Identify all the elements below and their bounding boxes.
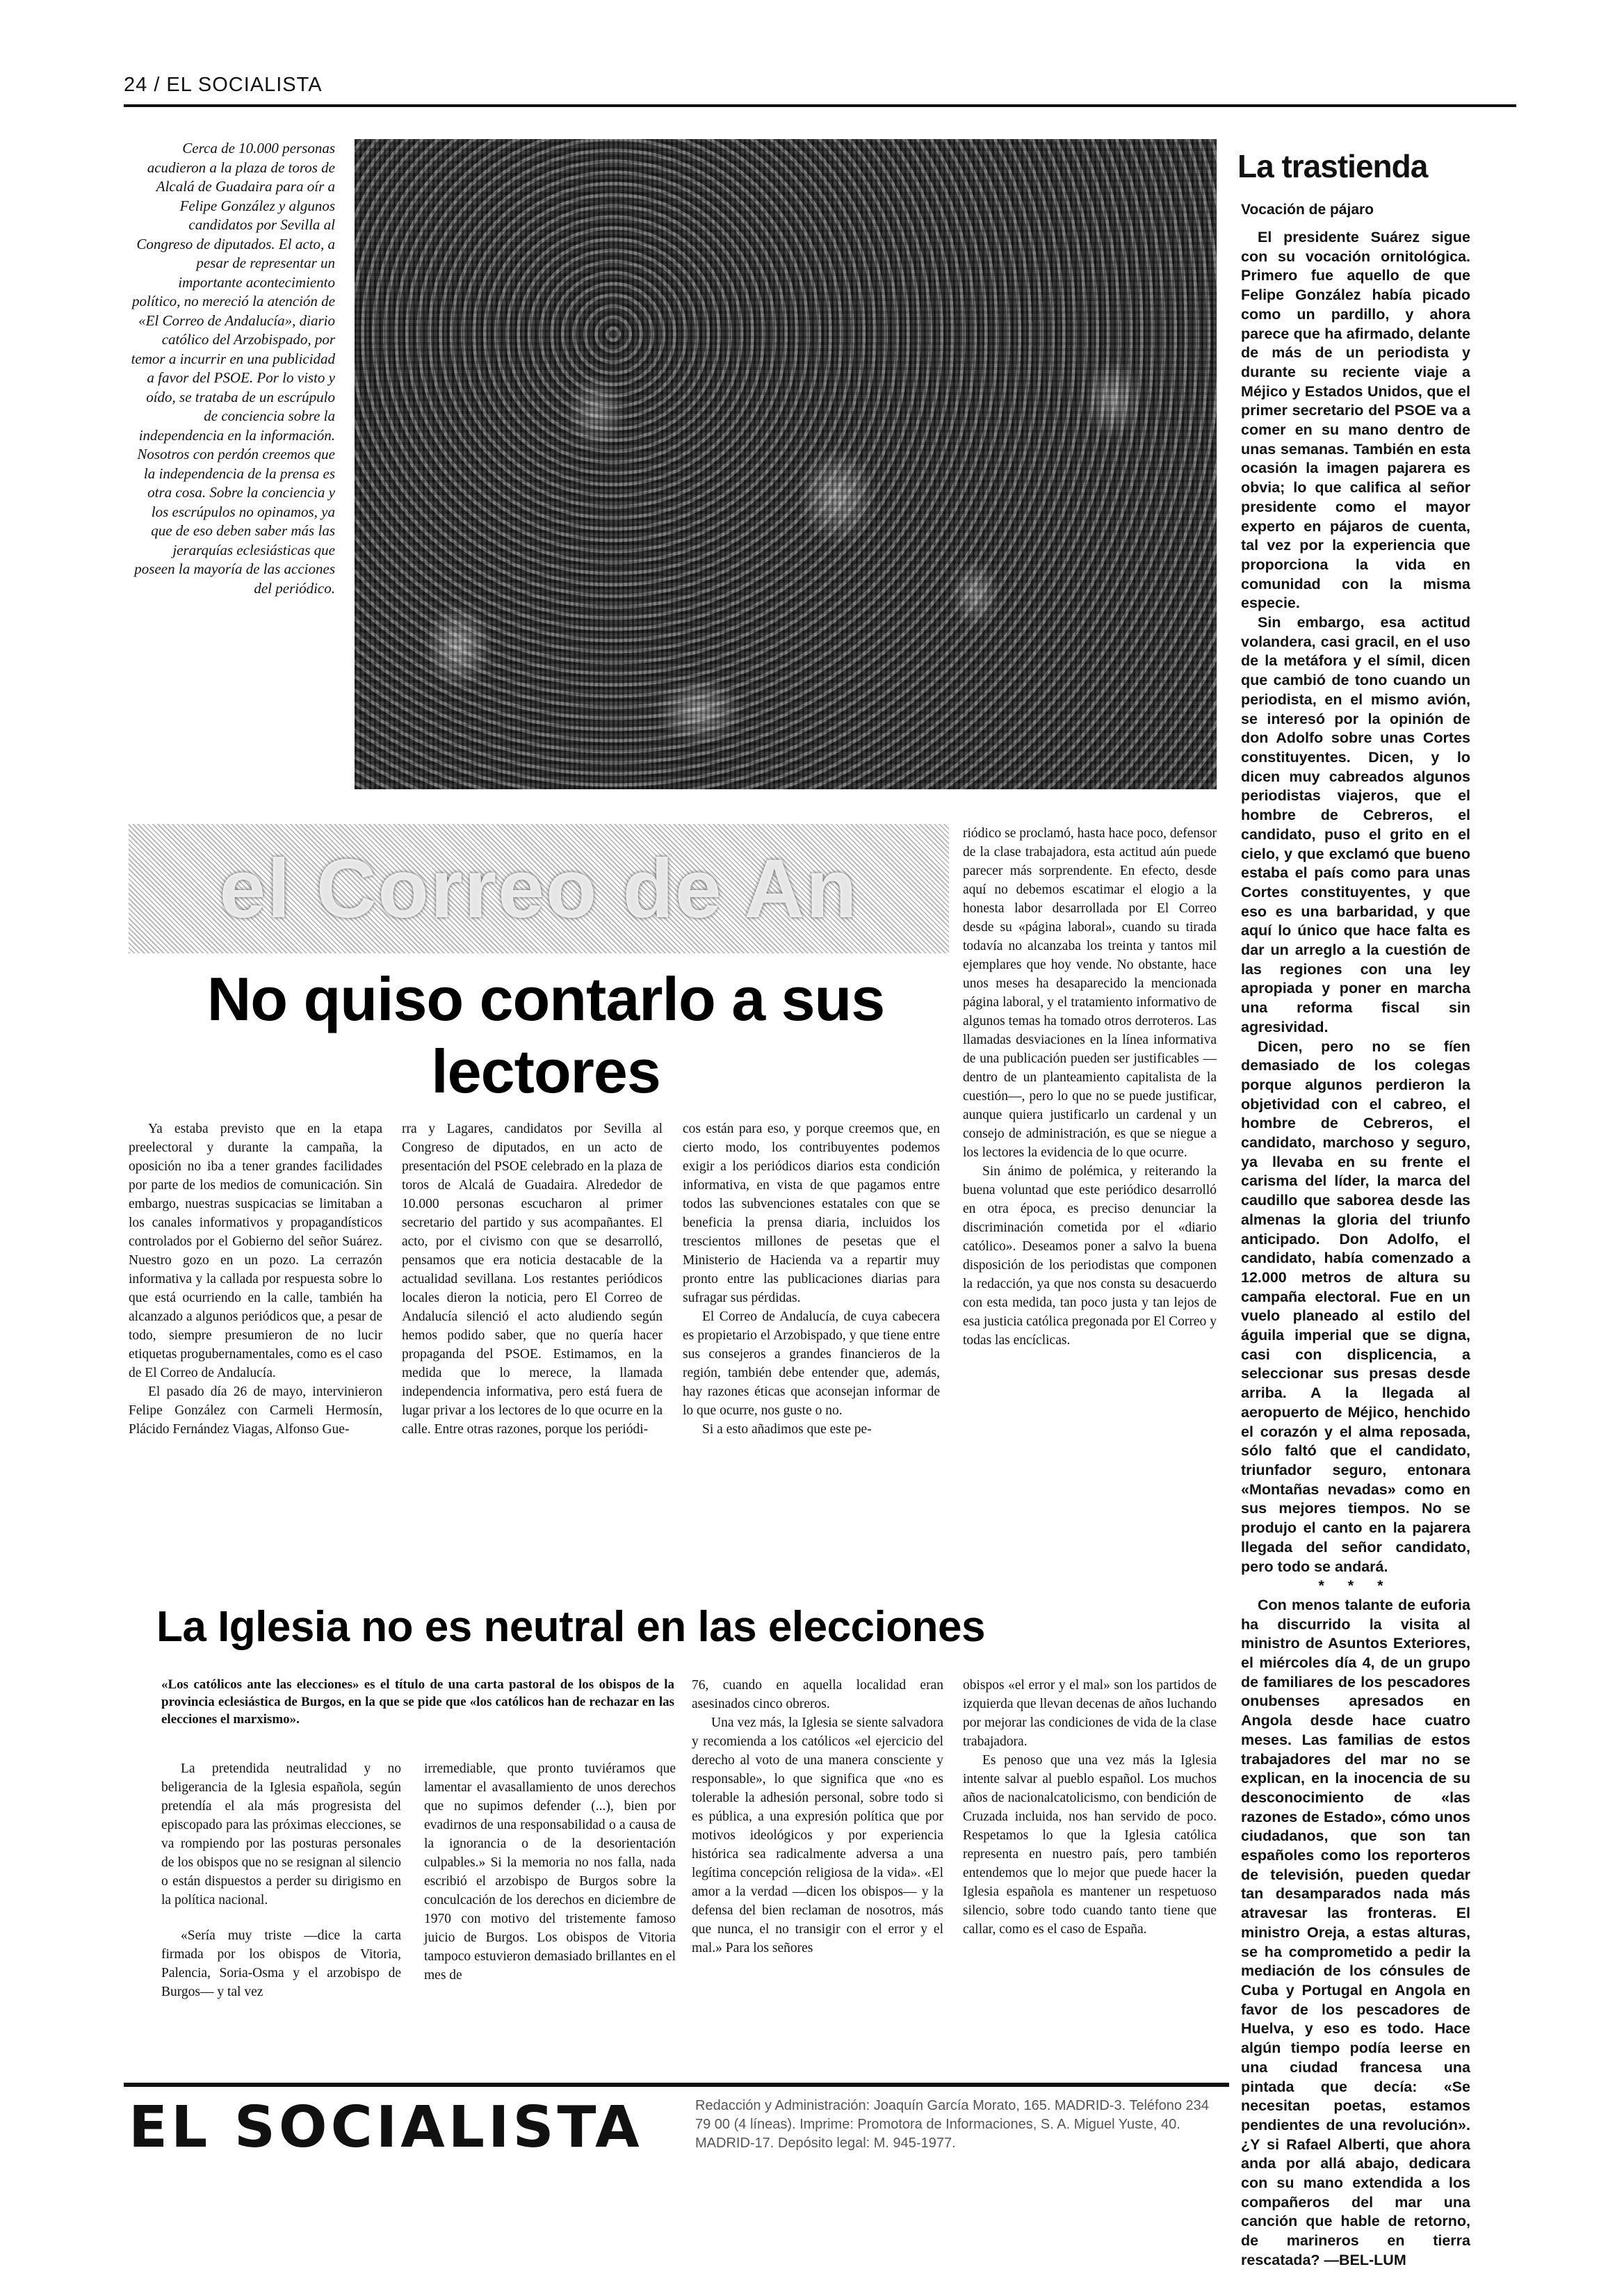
sidebar-subtitle: Vocación de pájaro <box>1241 202 1374 218</box>
article1-col1-p2: El pasado día 26 de mayo, intervinieron Felipe González con Carmeli Hermosín, Plácido Fernández Viagas, Alfonso Gue- <box>129 1385 382 1437</box>
article2-col1-p2: «Sería muy triste —dice la carta firmada por los obispos de Vitoria, Palencia, Soria-Osma y el arzobispo de Burgos— y tal vez <box>161 1928 401 1999</box>
footer-rule <box>124 2083 1229 2087</box>
footer-masthead: EL SOCIALISTA <box>129 2095 643 2161</box>
sidebar-p4: Con menos talante de euforia ha discurrido la visita al ministro de Asuntos Exteriores, el miércoles día 4, de un grupo de familiares de los pescadores onubenses apresados en Angola desde hace cuatro meses. Las familias de estos trabajadores del mar no se explican, en la inocencia de su desconocimiento de «las razones de Estado», cómo unos ciudadanos, que son tan españoles como los reporteros de televisión, pueden quedar tan desamparados nada más atravesar las fronteras. El ministro Oreja, a estas alturas, se ha comprometido a pedir la mediación de los cónsules de Cuba y Portugal en Angola en favor de los pescadores de Huelva, y eso es todo. Hace algún tiempo podía leerse en una ciudad francesa una pintada que decía: «Se necesitan poetas, estamos pendientes de una revolución». ¿Y si Rafael Alberti, que ahora anda por allá abajo, dedicara con su mano extendida a los compañeros del mar una canción que hable de retorno, de marineros en tierra rescatada? —BEL-LUM <box>1241 1596 1470 2268</box>
article2-col2-p1: irremediable, que pronto tuviéramos que lamentar el avasallamiento de unos derechos que no supimos defender (...), bien por evadirnos de una responsabilidad o a causa de la ignorancia o de la desorientación culpables.» Si la memoria no nos falla, nada escribió el arzobispo de Burgos sobre la conculcación de los derechos en diciembre de 1970 con motivo del tristemente famoso juicio de Burgos. Los obispos de Vitoria tampoco estuvieron demasiado brillantes en el mes de <box>424 1761 676 1983</box>
article1-col3-p3: Si a esto añadimos que este pe- <box>702 1422 872 1437</box>
article1-col3-p2: El Correo de Andalucía, de cuya cabecera es propietario el Arzobispado, y que tiene entre sus consejeros a grandes financieros de la región, también debe entender que, además, hay razones éticas que aconsejan informar de lo que ocurre, nos guste o no. <box>683 1309 940 1418</box>
article1-col2 <box>402 1120 663 1439</box>
el-correo-masthead-clipping <box>129 824 949 953</box>
article2-col3-p2: Una vez más, la Iglesia se siente salvadora y recomienda a los católicos «el ejercicio del derecho al voto de una manera consciente y responsable», lo que significa que «no es tolerable la adhesión personal, sobre todo si es pública, a una expresión política que por motivos ideológicos y por experiencia histórica sea radicalmente adversa a una legítima concepción religiosa de la vida». «El amor a la verdad —dicen los obispos— y la defensa del bien reclaman de nosotros, más que nunca, el no transigir con el error y el mal.» Para los señores <box>692 1716 943 1955</box>
header-rule <box>124 104 1516 107</box>
article2-lead: «Los católicos ante las elecciones» es el título de una carta pastoral de los obispos de la provincia eclesiástica de Burgos, en la que se pide que «los católicos han de rechazar en las elecciones el marxismo». <box>161 1677 674 1727</box>
page-label: 24 / EL SOCIALISTA <box>124 74 323 96</box>
article1-col3-p1: cos están para eso, y porque creemos que, en cierto modo, los contribuyentes podemos exigir a los periódicos diarios esta condición informativa, en vista de que pagamos entre todos las subvenciones estatales con que se beneficia la prensa diaria, incluidos los trescientos millones de pesetas que el Ministerio de Hacienda va a repartir muy pronto entre las publicaciones diarias para sufragar sus pérdidas. <box>683 1122 940 1305</box>
article2-col3-p1: 76, cuando en aquella localidad eran asesinados cinco obreros. <box>692 1678 943 1711</box>
article1-col4-p1: riódico se proclamó, hasta hace poco, defensor de la clase trabajadora, esta actitud aún puede parecer más sorprendente. En efecto, desde aquí no debemos escatimar el elogio a la honesta labor desarrollada por El Correo desde su «página laboral», cuando su tirada todavía no alcanzaba los treinta y tantos mil ejemplares que hoy vende. No obstante, hace unos meses ha desaparecido la mencionada página laboral, y el tratamiento informativo de algunos temas ha tomado otros derroteros. Las llamadas desviaciones en la línea informativa de una publicación pueden ser justificables —dentro de un planteamiento capitalista de la cuestión—, pero lo que no se puede justificar, aunque quiera justificarlo un cardenal y un consejo de administración, es que se niegue a los lectores la evidencia de lo que ocurre. <box>963 826 1217 1160</box>
sidebar-p1: El presidente Suárez sigue con su vocación ornitológica. Primero fue aquello de que Felipe González había picado como un pardillo, y ahora parece que ha afirmado, delante de más de un periodista y durante su reciente viaje a Méjico y Estados Unidos, que el primer secretario del PSOE va a comer en su mano dentro de unas semanas. También en esta ocasión la imagen pajarera es obvia; lo que califica al señor presidente como el mayor experto en pájaros de cuenta, tal vez por la experiencia que proporciona la vida en comunidad con la misma especie. <box>1241 229 1470 612</box>
article1-headline: No quiso contarlo a sus lectores <box>206 965 885 1106</box>
article2-col3 <box>692 1676 943 1958</box>
article1-col3 <box>683 1120 940 1439</box>
masthead-fragment-text: el Correo de An <box>219 842 859 935</box>
article1-col1 <box>129 1120 382 1439</box>
sidebar-title: La trastienda <box>1237 148 1428 184</box>
article1-col4-p2: Sin ánimo de polémica, y reiterando la buena voluntad que este periódico desarrolló en otra época, es preciso denunciar la discriminación cometida por el «diario católico». Deseamos poner a salvo la buena disposición de los periodistas que componen la redacción, ya que nos consta su desacuerdo con esta medida, tan poco justa y tan lejos de esa justicia católica pregonada por El Correo y todas las encíclicas. <box>963 1164 1217 1348</box>
article2-headline: La Iglesia no es neutral en las elecciones <box>156 1603 985 1651</box>
sidebar-separator: * * * <box>1318 1577 1393 1595</box>
article1-col2-p1: rra y Lagares, candidatos por Sevilla al Congreso de diputados, en un acto de presentación del PSOE celebrado en la plaza de toros de Alcalá de Guadaira. Alrededor de 10.000 personas escucharon al primer secretario del partido y sus acompañantes. El acto, por el civismo con que se desarrolló, pensamos que era noticia destacable de la actualidad sevillana. Los restantes periódicos locales dieron la noticia, pero El Correo de Andalucía silenció el acto aludiendo según hemos podido saber, que no quería hacer propaganda del PSOE. Estimamos, en la medida que lo merece, la llamada independencia informativa, pero está fuera de lugar privar a los lectores de lo que ocurre en la calle. Entre otras razones, porque los periódi- <box>402 1122 663 1437</box>
article2-col2 <box>424 1759 676 1985</box>
article2-col1-p1: La pretendida neutralidad y no beligerancia de la Iglesia española, según pretendía el ala más progresista del episcopado para las próximas elecciones, se va rompiendo por las posturas personales de los obispos que no se resignan al silencio o están dispuestos a perder su dirigismo en la política nacional. <box>161 1761 401 1907</box>
article2-col1 <box>161 1759 401 2001</box>
sidebar-p2: Sin embargo, esa actitud volandera, casi gracil, en el uso de la metáfora y el símil, dicen que cambió de tono cuando un periodista, en el mismo avión, se interesó por la opinión de don Adolfo sobre unas Cortes constituyentes. Dicen, y lo dicen muy cabreados algunos periodistas viajeros, que el hombre de Cebreros, el candidato, puso el grito en el cielo, y que exclamó que bueno estaba el país como para unas Cortes constituyentes, y que eso es una barbaridad, y que aquí lo único que hace falta es dar un arreglo a la cuestión de las regiones con una ley apropiada y poner en marcha una reforma fiscal sin agresividad. <box>1241 614 1470 1035</box>
article1-col4 <box>963 824 1217 1350</box>
article2-col4-p2: Es penoso que una vez más la Iglesia intente salvar al pueblo español. Los muchos años de nacionalcatolicismo, con bendición de Cruzada incluida, nos han servido de poco. Respetamos lo que la Iglesia católica representa en nuestro país, pero también entendemos que lo mejor que puede hacer la Iglesia española es mantener un respetuoso silencio, sobre todo cuando tanto tiene que callar, como es el caso de España. <box>963 1753 1217 1937</box>
sidebar-body <box>1241 228 1470 2270</box>
photo-caption: Cerca de 10.000 personas acudieron a la plaza de toros de Alcalá de Guadaira para oír a Felipe González y algunos candidatos por Sevilla al Congreso de diputados. El acto, a pesar de representar un importante acontecimiento político, no mereció la atención de «El Correo de Andalucía», diario católico del Arzobispado, por temor a incurrir en una publicidad a favor del PSOE. Por lo visto y oído, se trataba de un escrúpulo de conciencia sobre la independencia en la información. Nosotros con perdón creemos que la independencia de la prensa es otra cosa. Sobre la conciencia y los escrúpulos no opinamos, ya que de eso deben saber más las jerarquías eclesiásticas que poseen la mayoría de las acciones del periódico. <box>131 140 335 597</box>
article2-col4-p1: obispos «el error y el mal» son los partidos de izquierda que llevan decenas de años luchando por mejorar las condiciones de vida de la clase trabajadora. <box>963 1678 1217 1749</box>
crowd-photo <box>355 139 1217 789</box>
article2-col4 <box>963 1676 1217 1939</box>
sidebar-p3: Dicen, pero no se fíen demasiado de los colegas porque algunos perdieron la objetividad con el cabreo, el hombre de Cebreros, el candidato, marchoso y seguro, ya llevaba en su frente el carisma del líder, la marca del caudillo que saborea desde las almenas la gloria del triunfo anticipado. Don Adolfo, el candidato, había comenzado a 12.000 metros de altura su campaña electoral. Fue en un vuelo planeado al estilo del águila imperial que se digna, casi con displicencia, a seleccionar sus presas desde arriba. A la llegada al aeropuerto de Méjico, henchido el corazón y el alma reposada, sólo faltó que el candidato, triunfador seguro, entonara «Montañas nevadas» como en sus mejores tiempos. No se produjo el canto en la pajarera llegada del señor candidato, pero todo se andará. <box>1241 1038 1470 1575</box>
article1-col1-p1: Ya estaba previsto que en la etapa preelectoral y durante la campaña, la oposición no iba a tener grandes facilidades por parte de los medios de comunicación. Sin embargo, nuestras suspicacias se limitaban a los canales informativos y propagandísticos controlados por el Gobierno del señor Suárez. Nuestro gozo en un pozo. La cerrazón informativa y la callada por respuesta sobre lo que está ocurriendo en la calle, también ha alcanzado a algunos periódicos que, a pesar de todo, siempre presumieron de no lucir etiquetas progubernamentales, como es el caso de El Correo de Andalucía. <box>129 1122 382 1380</box>
footer-imprint: Redacción y Administración: Joaquín García Morato, 165. MADRID-3. Teléfono 234 79 00 (4 líneas). Imprime: Promotora de Informaciones, S. A. Miguel Yuste, 40. MADRID-17. Depósito legal: M. 945-1977. <box>695 2098 1209 2151</box>
